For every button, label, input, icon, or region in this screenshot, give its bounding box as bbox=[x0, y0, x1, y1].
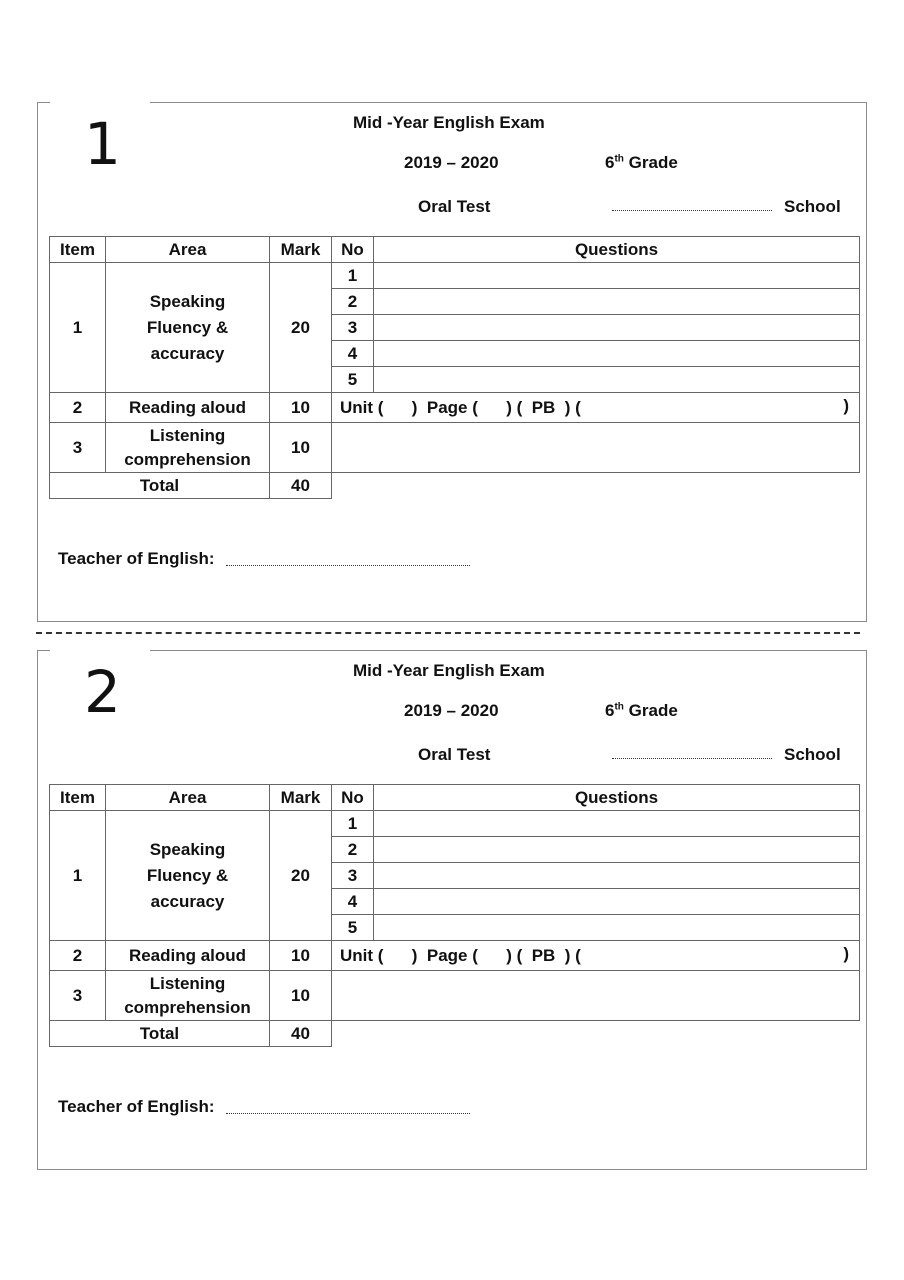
item-number: 2 bbox=[50, 941, 106, 971]
question-field[interactable] bbox=[374, 863, 860, 889]
table-row bbox=[50, 263, 860, 289]
table-row bbox=[50, 971, 860, 1021]
area-speaking bbox=[106, 263, 270, 393]
table-row bbox=[50, 941, 860, 971]
header-area: Area bbox=[106, 785, 270, 811]
grade-label bbox=[605, 701, 678, 721]
question-field[interactable] bbox=[374, 367, 860, 393]
area-line: accuracy bbox=[150, 343, 225, 363]
total-row bbox=[50, 1021, 860, 1047]
header-mark: Mark bbox=[270, 237, 332, 263]
area-line: Fluency & bbox=[146, 865, 229, 885]
item-number: 3 bbox=[50, 423, 106, 473]
question-number: 5 bbox=[332, 367, 374, 393]
question-field[interactable] bbox=[374, 341, 860, 367]
table-row bbox=[50, 811, 860, 837]
unit-close-paren: ) bbox=[843, 944, 849, 963]
unit-close-paren: ) bbox=[843, 396, 849, 415]
question-number: 2 bbox=[332, 837, 374, 863]
school-name-blank[interactable] bbox=[612, 758, 772, 759]
question-number: 4 bbox=[332, 889, 374, 915]
oral-test-label: Oral Test bbox=[418, 197, 491, 216]
total-mark: 40 bbox=[270, 1021, 332, 1047]
unit-page-field[interactable] bbox=[332, 393, 860, 423]
header-item: Item bbox=[50, 237, 106, 263]
header-area: Area bbox=[106, 237, 270, 263]
total-mark: 40 bbox=[270, 473, 332, 499]
area-line: Listening bbox=[149, 425, 226, 445]
area-line: accuracy bbox=[150, 891, 225, 911]
school-label: School bbox=[784, 745, 841, 764]
table-row bbox=[50, 393, 860, 423]
question-field[interactable] bbox=[374, 315, 860, 341]
teacher-label: Teacher of English: bbox=[58, 549, 215, 568]
empty-cell bbox=[332, 1021, 860, 1047]
card-number-tab bbox=[50, 101, 150, 104]
question-number: 5 bbox=[332, 915, 374, 941]
mark-value: 10 bbox=[270, 971, 332, 1021]
area-line: Speaking bbox=[149, 291, 226, 311]
header-no: No bbox=[332, 785, 374, 811]
area-line: comprehension bbox=[124, 449, 251, 469]
item-number: 3 bbox=[50, 971, 106, 1021]
mark-value: 10 bbox=[270, 423, 332, 473]
header-mark: Mark bbox=[270, 785, 332, 811]
mark-value: 10 bbox=[270, 393, 332, 423]
area-line: Speaking bbox=[149, 839, 226, 859]
school-label: School bbox=[784, 197, 841, 216]
exam-card-2 bbox=[37, 650, 867, 1170]
area-speaking bbox=[106, 811, 270, 941]
question-number: 1 bbox=[332, 811, 374, 837]
item-number: 1 bbox=[50, 263, 106, 393]
unit-page-text: Unit ( ) Page ( ) ( PB ) ( bbox=[340, 945, 581, 965]
question-number: 1 bbox=[332, 263, 374, 289]
marks-table bbox=[49, 784, 860, 1047]
exam-title: Mid -Year English Exam bbox=[353, 113, 545, 132]
exam-card-1 bbox=[37, 102, 867, 622]
exam-title: Mid -Year English Exam bbox=[353, 661, 545, 680]
oral-test-label: Oral Test bbox=[418, 745, 491, 764]
teacher-label: Teacher of English: bbox=[58, 1097, 215, 1116]
grade-word: Grade bbox=[628, 701, 678, 720]
question-field[interactable] bbox=[374, 837, 860, 863]
item-number: 2 bbox=[50, 393, 106, 423]
card-number: 2 bbox=[84, 658, 121, 726]
academic-years: 2019 – 2020 bbox=[404, 701, 499, 720]
table-row bbox=[50, 423, 860, 473]
grade-number: 6 bbox=[605, 153, 615, 172]
area-listening bbox=[106, 971, 270, 1021]
grade-label bbox=[605, 153, 678, 173]
header-questions: Questions bbox=[374, 237, 860, 263]
area-reading: Reading aloud bbox=[106, 393, 270, 423]
grade-number: 6 bbox=[605, 701, 615, 720]
academic-years: 2019 – 2020 bbox=[404, 153, 499, 172]
total-row bbox=[50, 473, 860, 499]
question-field[interactable] bbox=[374, 915, 860, 941]
table-header-row bbox=[50, 785, 860, 811]
teacher-name-blank[interactable] bbox=[226, 1113, 470, 1114]
grade-suffix: th bbox=[614, 701, 624, 713]
cut-line-divider bbox=[36, 632, 860, 634]
card-number-tab bbox=[50, 649, 150, 652]
card-number: 1 bbox=[84, 110, 121, 178]
listening-field[interactable] bbox=[332, 423, 860, 473]
teacher-name-blank[interactable] bbox=[226, 565, 470, 566]
mark-value: 20 bbox=[270, 263, 332, 393]
item-number: 1 bbox=[50, 811, 106, 941]
header-questions: Questions bbox=[374, 785, 860, 811]
question-field[interactable] bbox=[374, 289, 860, 315]
area-line: Fluency & bbox=[146, 317, 229, 337]
area-line: comprehension bbox=[124, 997, 251, 1017]
question-number: 4 bbox=[332, 341, 374, 367]
total-label: Total bbox=[50, 1021, 270, 1047]
grade-word: Grade bbox=[628, 153, 678, 172]
mark-value: 10 bbox=[270, 941, 332, 971]
area-line: Listening bbox=[149, 973, 226, 993]
header-no: No bbox=[332, 237, 374, 263]
school-name-blank[interactable] bbox=[612, 210, 772, 211]
question-number: 3 bbox=[332, 863, 374, 889]
header-item: Item bbox=[50, 785, 106, 811]
area-listening bbox=[106, 423, 270, 473]
unit-page-field[interactable] bbox=[332, 941, 860, 971]
unit-page-text: Unit ( ) Page ( ) ( PB ) ( bbox=[340, 397, 581, 417]
mark-value: 20 bbox=[270, 811, 332, 941]
marks-table bbox=[49, 236, 860, 499]
question-number: 3 bbox=[332, 315, 374, 341]
listening-field[interactable] bbox=[332, 971, 860, 1021]
question-field[interactable] bbox=[374, 263, 860, 289]
empty-cell bbox=[332, 473, 860, 499]
area-reading: Reading aloud bbox=[106, 941, 270, 971]
question-field[interactable] bbox=[374, 889, 860, 915]
total-label: Total bbox=[50, 473, 270, 499]
question-field[interactable] bbox=[374, 811, 860, 837]
question-number: 2 bbox=[332, 289, 374, 315]
grade-suffix: th bbox=[614, 153, 624, 165]
table-header-row bbox=[50, 237, 860, 263]
